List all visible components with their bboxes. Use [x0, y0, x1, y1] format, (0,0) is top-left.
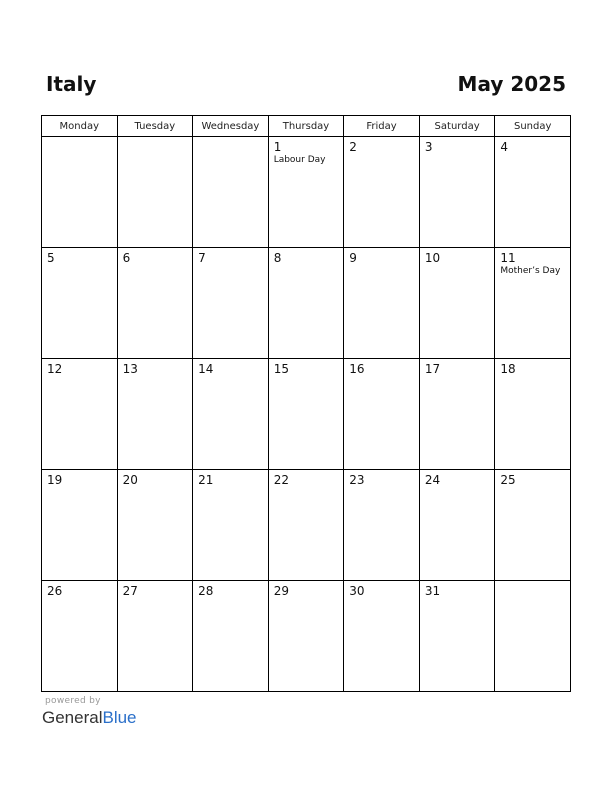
holiday-label — [193, 598, 268, 599]
holiday-label — [420, 376, 495, 377]
day-number: 10 — [424, 251, 441, 265]
day-cell — [268, 359, 344, 470]
day-cell — [42, 248, 118, 359]
footer — [42, 696, 137, 728]
day-cell — [117, 581, 193, 692]
weekday-header: Thursday — [268, 116, 344, 137]
country-title: Italy — [46, 72, 97, 96]
powered-by-text: powered by — [45, 696, 101, 706]
day-cell — [419, 137, 495, 248]
weekday-header: Monday — [42, 116, 118, 137]
day-number: 16 — [349, 362, 365, 376]
day-number: 23 — [349, 473, 365, 487]
holiday-label — [495, 376, 570, 377]
calendar-grid — [41, 115, 571, 692]
week-row — [42, 581, 571, 692]
day-number: 17 — [424, 362, 441, 376]
weekday-header: Sunday — [495, 116, 571, 137]
day-cell — [268, 137, 344, 248]
holiday-label: Labour Day — [273, 155, 326, 165]
holiday-label: Mother’s Day — [500, 266, 561, 276]
holiday-label — [118, 140, 193, 141]
holiday-label — [193, 140, 268, 141]
day-cell — [193, 137, 269, 248]
weekday-header: Wednesday — [193, 116, 269, 137]
holiday-label — [269, 487, 344, 488]
day-number: 27 — [122, 584, 138, 598]
generalblue-logo[interactable] — [42, 708, 137, 728]
day-number: 29 — [273, 584, 289, 598]
day-number: 31 — [424, 584, 441, 598]
holiday-label — [118, 265, 193, 266]
day-number: 22 — [273, 473, 289, 487]
day-cell — [495, 470, 571, 581]
holiday-label — [420, 487, 495, 488]
day-cell — [193, 470, 269, 581]
day-number: 20 — [122, 473, 138, 487]
day-cell — [419, 359, 495, 470]
day-number: 5 — [47, 251, 55, 265]
day-cell — [193, 581, 269, 692]
day-number: 12 — [47, 362, 63, 376]
day-number: 30 — [349, 584, 365, 598]
day-cell — [268, 470, 344, 581]
day-number: 25 — [500, 473, 516, 487]
holiday-label — [420, 265, 495, 266]
holiday-label — [495, 584, 570, 585]
week-row — [42, 359, 571, 470]
day-cell — [42, 581, 118, 692]
holiday-label — [118, 376, 193, 377]
day-number: 4 — [500, 140, 509, 154]
day-number: 2 — [349, 140, 357, 154]
day-cell — [268, 581, 344, 692]
day-number: 9 — [349, 251, 357, 265]
holiday-label — [42, 487, 117, 488]
day-cell — [42, 359, 118, 470]
day-cell — [117, 359, 193, 470]
weekday-header: Saturday — [419, 116, 495, 137]
day-cell — [117, 137, 193, 248]
holiday-label — [495, 154, 570, 155]
day-cell — [117, 248, 193, 359]
holiday-label — [42, 265, 117, 266]
day-cell — [344, 137, 420, 248]
holiday-label — [269, 265, 344, 266]
holiday-label — [42, 140, 117, 141]
week-row — [42, 137, 571, 248]
holiday-label — [193, 376, 268, 377]
holiday-label — [118, 598, 193, 599]
brand-blue: Blue — [102, 708, 137, 727]
day-number: 18 — [500, 362, 516, 376]
day-number: 3 — [424, 140, 433, 154]
holiday-label — [344, 154, 419, 155]
day-cell — [42, 470, 118, 581]
holiday-label — [193, 265, 268, 266]
day-number: 13 — [122, 362, 138, 376]
holiday-label — [495, 487, 570, 488]
day-cell — [495, 248, 571, 359]
day-cell — [344, 470, 420, 581]
day-cell — [344, 581, 420, 692]
day-number: 6 — [122, 251, 131, 265]
day-number: 8 — [273, 251, 282, 265]
day-number: 24 — [424, 473, 441, 487]
day-cell — [344, 359, 420, 470]
month-year-title: May 2025 — [457, 72, 566, 96]
week-row — [42, 470, 571, 581]
day-number: 15 — [273, 362, 289, 376]
holiday-label — [344, 487, 419, 488]
holiday-label — [42, 376, 117, 377]
holiday-label — [344, 376, 419, 377]
day-cell — [495, 581, 571, 692]
day-number: 14 — [198, 362, 214, 376]
day-cell — [42, 137, 118, 248]
weekday-header: Tuesday — [117, 116, 193, 137]
holiday-label — [193, 487, 268, 488]
day-number: 1 — [273, 140, 282, 154]
holiday-label — [42, 598, 117, 599]
day-number: 28 — [198, 584, 214, 598]
day-number: 21 — [198, 473, 214, 487]
day-cell — [117, 470, 193, 581]
holiday-label — [118, 487, 193, 488]
holiday-label — [344, 598, 419, 599]
weekday-header-row — [42, 116, 571, 137]
day-cell — [344, 248, 420, 359]
day-number: 7 — [198, 251, 206, 265]
day-number: 11 — [500, 251, 516, 265]
day-number: 26 — [47, 584, 63, 598]
holiday-label — [420, 154, 495, 155]
day-cell — [419, 581, 495, 692]
brand-general: General — [42, 708, 103, 727]
week-row — [42, 248, 571, 359]
day-cell — [495, 359, 571, 470]
holiday-label — [420, 598, 495, 599]
weekday-header: Friday — [344, 116, 420, 137]
holiday-label — [344, 265, 419, 266]
day-cell — [193, 359, 269, 470]
holiday-label — [269, 376, 344, 377]
day-cell — [268, 248, 344, 359]
holiday-label — [269, 598, 344, 599]
day-cell — [419, 248, 495, 359]
day-cell — [495, 137, 571, 248]
day-number: 19 — [47, 473, 63, 487]
day-cell — [419, 470, 495, 581]
day-cell — [193, 248, 269, 359]
